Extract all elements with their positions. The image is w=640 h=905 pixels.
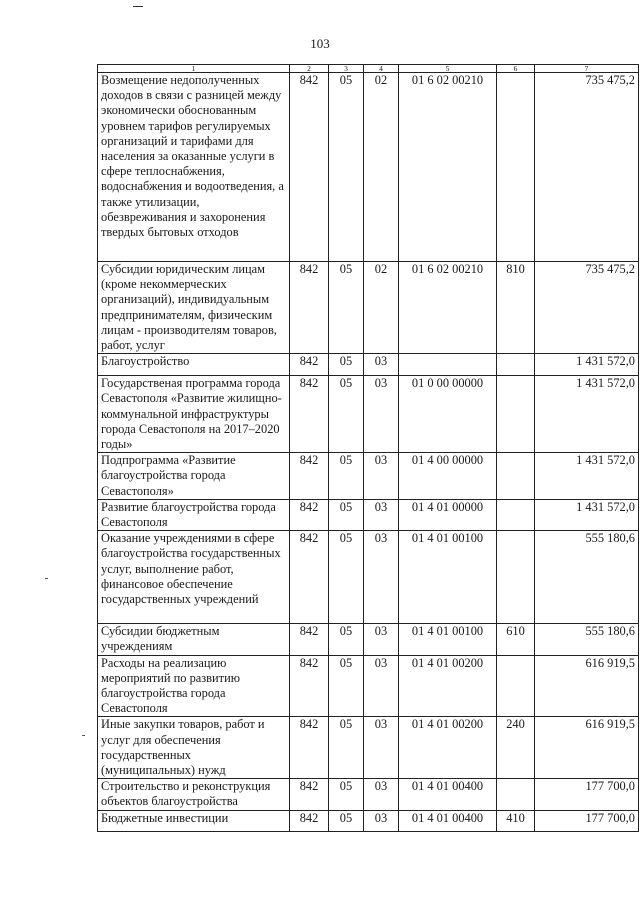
row-rz: 05 — [329, 499, 364, 530]
scan-mark — [82, 735, 85, 736]
row-amount: 177 700,0 — [535, 779, 639, 810]
row-vr: 810 — [497, 262, 535, 354]
column-number-row — [98, 65, 639, 73]
row-grbs: 842 — [290, 453, 329, 500]
row-amount: 555 180,6 — [535, 531, 639, 624]
row-pr: 02 — [364, 73, 399, 262]
scan-mark — [133, 6, 143, 7]
table-row — [98, 73, 639, 262]
row-name: Бюджетные инвестиции — [98, 810, 290, 831]
row-pr: 03 — [364, 354, 399, 376]
row-pr: 03 — [364, 499, 399, 530]
row-grbs: 842 — [290, 779, 329, 810]
row-vr: 410 — [497, 810, 535, 831]
row-pr: 02 — [364, 262, 399, 354]
row-csr: 01 4 01 00100 — [399, 531, 497, 624]
row-rz: 05 — [329, 717, 364, 779]
row-vr — [497, 499, 535, 530]
row-csr: 01 0 00 00000 — [399, 376, 497, 453]
row-grbs: 842 — [290, 624, 329, 655]
table-row — [98, 453, 639, 500]
row-grbs: 842 — [290, 499, 329, 530]
row-vr — [497, 779, 535, 810]
row-grbs: 842 — [290, 376, 329, 453]
row-amount: 1 431 572,0 — [535, 499, 639, 530]
table-row — [98, 262, 639, 354]
column-number: 3 — [329, 65, 364, 73]
row-name: Расходы на реализацию мероприятий по развитию благоустройства города Севастополя — [98, 655, 290, 717]
row-csr: 01 4 01 00200 — [399, 717, 497, 779]
row-csr: 01 4 01 00200 — [399, 655, 497, 717]
row-name: Подпрограмма «Развитие благоустройства города Севастополя» — [98, 453, 290, 500]
row-pr: 03 — [364, 531, 399, 624]
row-pr: 03 — [364, 717, 399, 779]
row-vr: 610 — [497, 624, 535, 655]
row-amount: 616 919,5 — [535, 717, 639, 779]
table-row — [98, 354, 639, 376]
row-csr: 01 4 01 00000 — [399, 499, 497, 530]
table-row — [98, 531, 639, 624]
row-amount: 616 919,5 — [535, 655, 639, 717]
row-rz: 05 — [329, 354, 364, 376]
column-number: 2 — [290, 65, 329, 73]
row-grbs: 842 — [290, 531, 329, 624]
row-grbs: 842 — [290, 262, 329, 354]
row-rz: 05 — [329, 624, 364, 655]
row-vr: 240 — [497, 717, 535, 779]
row-csr: 01 4 01 00100 — [399, 624, 497, 655]
page-number: 103 — [310, 36, 330, 51]
row-vr — [497, 73, 535, 262]
row-pr: 03 — [364, 655, 399, 717]
row-vr — [497, 376, 535, 453]
column-number: 6 — [497, 65, 535, 73]
row-pr: 03 — [364, 624, 399, 655]
table-row — [98, 717, 639, 779]
row-name: Развитие благоустройства города Севастополя — [98, 499, 290, 530]
column-number: 4 — [364, 65, 399, 73]
budget-table — [97, 64, 639, 832]
row-csr: 01 6 02 00210 — [399, 262, 497, 354]
row-name: Строительство и реконструкция объектов благоустройства — [98, 779, 290, 810]
row-csr: 01 4 00 00000 — [399, 453, 497, 500]
table-row — [98, 810, 639, 831]
row-rz: 05 — [329, 262, 364, 354]
row-amount: 1 431 572,0 — [535, 376, 639, 453]
row-amount: 1 431 572,0 — [535, 453, 639, 500]
row-name: Благоустройство — [98, 354, 290, 376]
table-row — [98, 655, 639, 717]
table-row — [98, 624, 639, 655]
row-vr — [497, 531, 535, 624]
row-rz: 05 — [329, 453, 364, 500]
row-grbs: 842 — [290, 73, 329, 262]
row-vr — [497, 453, 535, 500]
row-csr: 01 4 01 00400 — [399, 810, 497, 831]
row-amount: 735 475,2 — [535, 73, 639, 262]
column-number: 5 — [399, 65, 497, 73]
row-name: Возмещение недополученных доходов в связи с разницей между экономически обоснованным уровнем тарифов регулируемых организаций и тарифами для населения за оказанные услуги в сфере теплоснабжения, водоснабжения и водоотведения, а также утилизации, обезвреживания и захоронения твердых бытовых отходов — [98, 73, 290, 262]
row-rz: 05 — [329, 810, 364, 831]
row-csr: 01 4 01 00400 — [399, 779, 497, 810]
row-grbs: 842 — [290, 717, 329, 779]
row-rz: 05 — [329, 531, 364, 624]
column-number: 7 — [535, 65, 639, 73]
row-rz: 05 — [329, 376, 364, 453]
row-pr: 03 — [364, 810, 399, 831]
row-name: Оказание учреждениями в сфере благоустройства государственных услуг, выполнение работ, финансовое обеспечение государственных учреждений — [98, 531, 290, 624]
table-row — [98, 779, 639, 810]
row-name: Иные закупки товаров, работ и услуг для обеспечения государственных (муниципальных) нужд — [98, 717, 290, 779]
table-row — [98, 376, 639, 453]
row-csr: 01 6 02 00210 — [399, 73, 497, 262]
row-amount: 735 475,2 — [535, 262, 639, 354]
row-rz: 05 — [329, 779, 364, 810]
row-amount: 177 700,0 — [535, 810, 639, 831]
row-rz: 05 — [329, 655, 364, 717]
row-amount: 555 180,6 — [535, 624, 639, 655]
row-name: Субсидии бюджетным учреждениям — [98, 624, 290, 655]
row-grbs: 842 — [290, 655, 329, 717]
row-name: Государственая программа города Севастополя «Развитие жилищно-коммунальной инфраструктуры города Севастополя на 2017–2020 годы» — [98, 376, 290, 453]
row-vr — [497, 354, 535, 376]
row-pr: 03 — [364, 376, 399, 453]
row-name: Субсидии юридическим лицам (кроме некоммерческих организаций), индивидуальным предпринимателям, физическим лицам - производителям товаров, работ, услуг — [98, 262, 290, 354]
row-pr: 03 — [364, 779, 399, 810]
row-grbs: 842 — [290, 354, 329, 376]
table-row — [98, 499, 639, 530]
row-amount: 1 431 572,0 — [535, 354, 639, 376]
scan-mark — [45, 578, 48, 579]
row-rz: 05 — [329, 73, 364, 262]
row-vr — [497, 655, 535, 717]
column-number: 1 — [98, 65, 290, 73]
row-grbs: 842 — [290, 810, 329, 831]
row-pr: 03 — [364, 453, 399, 500]
row-csr — [399, 354, 497, 376]
